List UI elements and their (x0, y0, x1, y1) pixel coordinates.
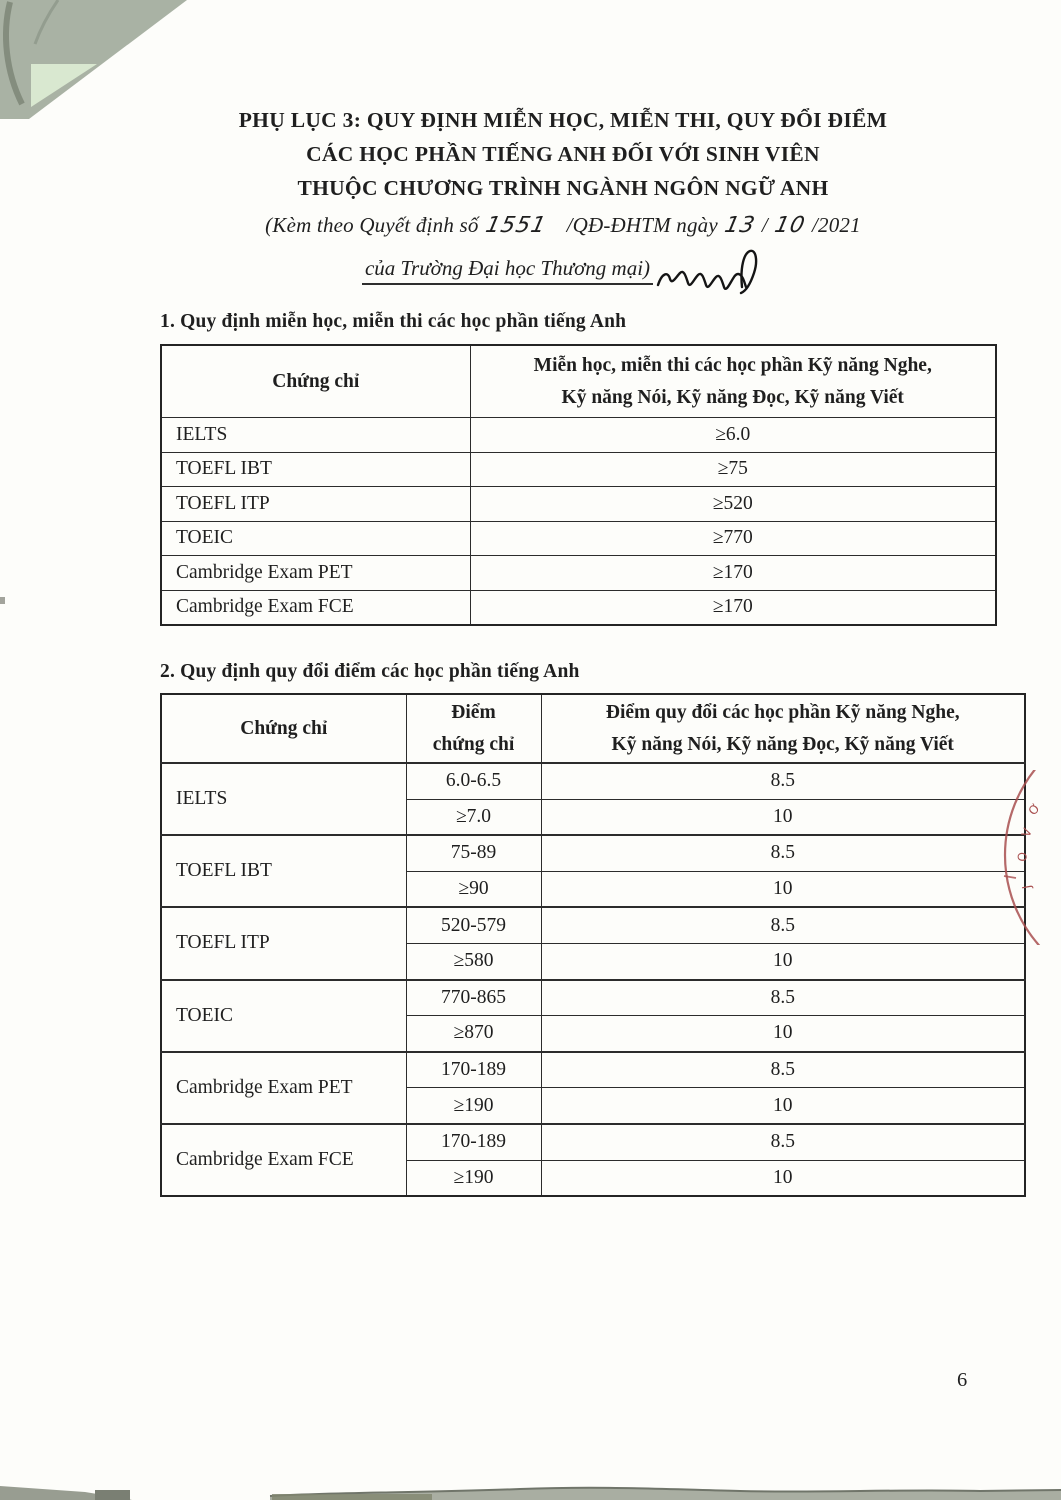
exemption-table (160, 344, 997, 626)
handwritten-decision-number: 1551 (482, 213, 549, 238)
converted-score: 10 (541, 871, 1025, 907)
conversion-table (160, 693, 1026, 1197)
title-line-1: PHỤ LỤC 3: QUY ĐỊNH MIỄN HỌC, MIỄN THI, QUY ĐỔI ĐIỂM (238, 108, 888, 132)
certificate-name: Cambridge Exam PET (161, 556, 470, 591)
score-threshold: ≥170 (470, 556, 996, 591)
col-header-exemption-line2: Kỹ năng Nói, Kỹ năng Đọc, Kỹ năng Viết (561, 386, 904, 408)
col-header-exemption-line1: Miễn học, miễn thi các học phần Kỹ năng Nghe, (533, 354, 932, 376)
certificate-name: TOEIC (161, 980, 406, 1052)
table-row (161, 556, 996, 591)
table-row (161, 835, 1025, 871)
score-range: ≥580 (406, 943, 541, 979)
score-threshold: ≥770 (470, 521, 996, 556)
stamp-letter: Ơ (1025, 800, 1044, 818)
table-row (161, 418, 996, 453)
slash-1: / (761, 213, 768, 237)
certificate-name: TOEFL ITP (161, 487, 470, 522)
certificate-name: TOEFL IBT (161, 452, 470, 487)
score-threshold: ≥520 (470, 487, 996, 522)
certificate-name: IELTS (161, 763, 406, 835)
subtitle-prefix: (Kèm theo Quyết định số (265, 213, 479, 237)
col-header-exemption (470, 345, 996, 418)
decision-reference-line (110, 213, 1016, 238)
score-range: 75-89 (406, 835, 541, 871)
issuer-name: của Trường Đại học Thương mại) (362, 256, 653, 285)
converted-score: 8.5 (541, 1052, 1025, 1088)
table-header-row (161, 694, 1025, 763)
certificate-name: TOEFL ITP (161, 907, 406, 979)
title-block (110, 103, 1016, 301)
table-row (161, 1052, 1025, 1088)
section2-heading: 2. Quy định quy đổi điểm các học phần tiếng Anh (160, 661, 580, 682)
converted-score: 10 (541, 799, 1025, 835)
table-row (161, 980, 1025, 1016)
table-row (161, 521, 996, 556)
signature-scribble (654, 245, 764, 301)
converted-score: 8.5 (541, 980, 1025, 1016)
converted-score: 8.5 (541, 907, 1025, 943)
col-header-cert-score-line2: chứng chỉ (432, 733, 515, 755)
certificate-name: TOEFL IBT (161, 835, 406, 907)
converted-score: 8.5 (541, 835, 1025, 871)
subtitle-mid: /QĐ-ĐHTM ngày (566, 213, 718, 237)
table-row (161, 590, 996, 625)
stamp-letter: J (1019, 883, 1034, 890)
converted-score: 8.5 (541, 1124, 1025, 1160)
table-row (161, 907, 1025, 943)
certificate-name: Cambridge Exam PET (161, 1052, 406, 1124)
table-header-row (161, 345, 996, 418)
stamp-letter: O (1015, 851, 1030, 863)
title-line-2: CÁC HỌC PHẦN TIẾNG ANH ĐỐI VỚI SINH VIÊN (306, 142, 820, 166)
converted-score: 8.5 (541, 763, 1025, 799)
col-header-converted-line2: Kỹ năng Nói, Kỹ năng Đọc, Kỹ năng Viết (611, 733, 954, 755)
table-row (161, 452, 996, 487)
converted-score: 10 (541, 1016, 1025, 1052)
section1-heading: 1. Quy định miễn học, miễn thi các học phần tiếng Anh (160, 311, 627, 332)
table-row (161, 763, 1025, 799)
converted-score: 10 (541, 1088, 1025, 1124)
score-range: 170-189 (406, 1052, 541, 1088)
col-header-converted (541, 694, 1025, 763)
certificate-name: IELTS (161, 418, 470, 453)
score-range: ≥190 (406, 1160, 541, 1196)
scan-bottom-edge (0, 1478, 1061, 1500)
title-line-3: THUỘC CHƯƠNG TRÌNH NGÀNH NGÔN NGỮ ANH (297, 176, 829, 200)
slash-2: / (811, 213, 818, 237)
stamp-letter: V (1018, 826, 1035, 840)
score-range: 520-579 (406, 907, 541, 943)
score-range: 170-189 (406, 1124, 541, 1160)
score-range: ≥90 (406, 871, 541, 907)
score-range: ≥190 (406, 1088, 541, 1124)
converted-score: 10 (541, 943, 1025, 979)
score-range: ≥7.0 (406, 799, 541, 835)
col-header-converted-line1: Điểm quy đổi các học phần Kỹ năng Nghe, (605, 701, 960, 723)
score-threshold: ≥75 (470, 452, 996, 487)
table-row (161, 1124, 1025, 1160)
col-header-cert-score (406, 694, 541, 763)
handwritten-month: 10 (772, 213, 808, 238)
year: 2021 (818, 213, 861, 237)
col-header-certificate: Chứng chỉ (161, 694, 406, 763)
handwritten-day: 13 (722, 213, 758, 238)
converted-score: 10 (541, 1160, 1025, 1196)
scan-edge-tick (0, 597, 5, 604)
score-threshold: ≥170 (470, 590, 996, 625)
score-range: ≥870 (406, 1016, 541, 1052)
col-header-cert-score-line1: Điểm (451, 701, 496, 723)
score-range: 770-865 (406, 980, 541, 1016)
certificate-name: Cambridge Exam FCE (161, 590, 470, 625)
certificate-name: Cambridge Exam FCE (161, 1124, 406, 1196)
score-range: 6.0-6.5 (406, 763, 541, 799)
table-row (161, 487, 996, 522)
certificate-name: TOEIC (161, 521, 470, 556)
score-threshold: ≥6.0 (470, 418, 996, 453)
issuer-line (110, 245, 1016, 301)
stamp-arc (990, 770, 1061, 945)
col-header-certificate: Chứng chỉ (161, 345, 470, 418)
page-number: 6 (957, 1369, 968, 1391)
